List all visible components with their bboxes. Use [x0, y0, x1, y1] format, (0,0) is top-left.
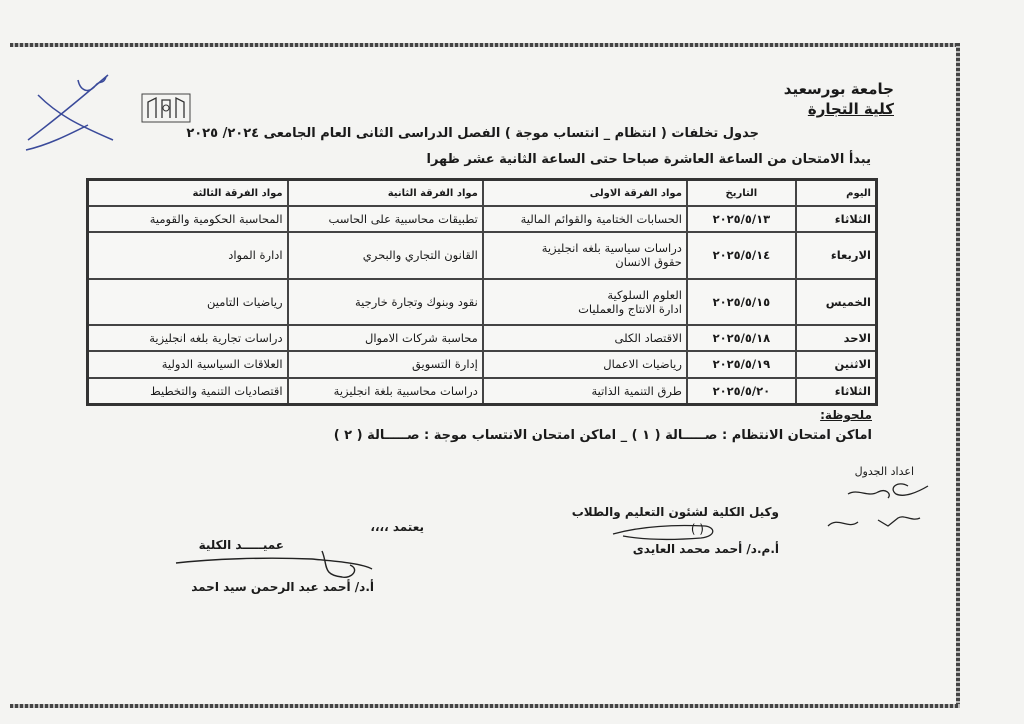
cell-year1-text: طرق التنمية الذاتية — [591, 383, 682, 398]
cell-year1 — [483, 232, 687, 279]
note-label: ملحوظة: — [820, 408, 872, 422]
exam-schedule-table — [86, 178, 878, 406]
table-row — [88, 206, 877, 232]
vice-dean-signature-slot: ( ) — [690, 522, 704, 536]
table-row — [88, 378, 877, 405]
cell-day: الاثنين — [796, 351, 877, 377]
header-day: اليوم — [796, 180, 877, 207]
table-header-row — [88, 180, 877, 207]
cell-year3: العلاقات السياسية الدولية — [88, 351, 288, 377]
document-title: جدول تخلفات ( انتظام _ انتساب موجة ) الفصل الدراسى الثانى العام الجامعى ٢٠٢٤/ ٢٠٢٥ — [186, 126, 759, 141]
page-border-bottom — [10, 704, 960, 708]
cell-year1-text: الاقتصاد الكلى — [614, 331, 682, 346]
cell-year1-text: العلوم السلوكية — [607, 287, 682, 302]
cell-year1-text-2: حقوق الانسان — [615, 255, 682, 270]
prepared-by-label: اعداد الجدول — [854, 465, 914, 478]
cell-year2: دراسات محاسبية بلغة انجليزية — [288, 378, 483, 405]
cell-year3: ادارة المواد — [88, 232, 288, 279]
cell-day: الثلاثاء — [796, 206, 877, 232]
cell-year1 — [483, 351, 687, 377]
cell-date: ٢٠٢٥/٥/١٨ — [687, 325, 796, 351]
cell-year3: دراسات تجارية بلغه انجليزية — [88, 325, 288, 351]
dean-title: عميـــــد الكلية — [198, 538, 284, 552]
dean-signature — [172, 545, 382, 585]
cell-year1-text: دراسات سياسية بلغه انجليزية — [541, 241, 682, 256]
faculty-logo-icon — [138, 90, 194, 126]
exam-time-note: يبدأ الامتحان من الساعة العاشرة صباحا حتى الساعة الثانية عشر ظهرا — [426, 152, 871, 167]
cell-date: ٢٠٢٥/٥/١٥ — [687, 279, 796, 326]
cell-year1-text: الحسابات الختامية والقوائم المالية — [520, 212, 682, 227]
cell-day: الثلاثاء — [796, 378, 877, 405]
table-row — [88, 279, 877, 326]
university-name: جامعة بورسعيد — [783, 80, 894, 98]
faculty-name: كلية التجارة — [807, 100, 894, 118]
cell-year3: رياضيات التامين — [88, 279, 288, 326]
header-year3: مواد الفرقة الثالثة — [88, 180, 288, 207]
cell-day: الاربعاء — [796, 232, 877, 279]
vice-dean-signature — [605, 512, 725, 546]
cell-year1 — [483, 279, 687, 326]
cell-day: الاحد — [796, 325, 877, 351]
cell-year2: إدارة التسويق — [288, 351, 483, 377]
cell-year2: القانون التجاري والبحري — [288, 232, 483, 279]
table-row — [88, 351, 877, 377]
table-row — [88, 325, 877, 351]
vice-dean-name: أ.م.د/ أحمد محمد العايدى — [632, 542, 779, 556]
cell-year3: المحاسبة الحكومية والقومية — [88, 206, 288, 232]
handwritten-mark — [18, 65, 118, 155]
cell-year1 — [483, 378, 687, 405]
cell-date: ٢٠٢٥/٥/١٩ — [687, 351, 796, 377]
cell-year2: نقود وبنوك وتجارة خارجية — [288, 279, 483, 326]
table-row — [88, 232, 877, 279]
cell-year1-text-2: ادارة الانتاج والعمليات — [578, 301, 682, 316]
page-border-right — [956, 43, 960, 708]
cell-date: ٢٠٢٥/٥/١٣ — [687, 206, 796, 232]
cell-year3: اقتصاديات التنمية والتخطيط — [88, 378, 288, 405]
cell-year2: تطبيقات محاسبية على الحاسب — [288, 206, 483, 232]
exam-halls-note: اماكن امتحان الانتظام : صـــــالة ( ١ ) _ اماكن امتحان الانتساب موجة : صـــــالة ( ٢ ) — [333, 428, 872, 443]
dean-name: أ.د/ أحمد عبد الرحمن سيد احمد — [191, 580, 374, 594]
cell-date: ٢٠٢٥/٥/٢٠ — [687, 378, 796, 405]
preparer-signature — [808, 478, 938, 538]
approval-label: يعتمد ،،،، — [370, 520, 424, 534]
cell-year1-text: رياضيات الاعمال — [603, 357, 682, 372]
cell-year1 — [483, 325, 687, 351]
vice-dean-title: وكيل الكلية لشئون التعليم والطلاب — [571, 505, 779, 519]
page-border-top — [10, 43, 960, 47]
cell-day: الخميس — [796, 279, 877, 326]
cell-date: ٢٠٢٥/٥/١٤ — [687, 232, 796, 279]
header-year1: مواد الفرقة الاولى — [483, 180, 687, 207]
header-year2: مواد الفرقة الثانية — [288, 180, 483, 207]
header-date: التاريخ — [687, 180, 796, 207]
cell-year1 — [483, 206, 687, 232]
cell-year2: محاسبة شركات الاموال — [288, 325, 483, 351]
